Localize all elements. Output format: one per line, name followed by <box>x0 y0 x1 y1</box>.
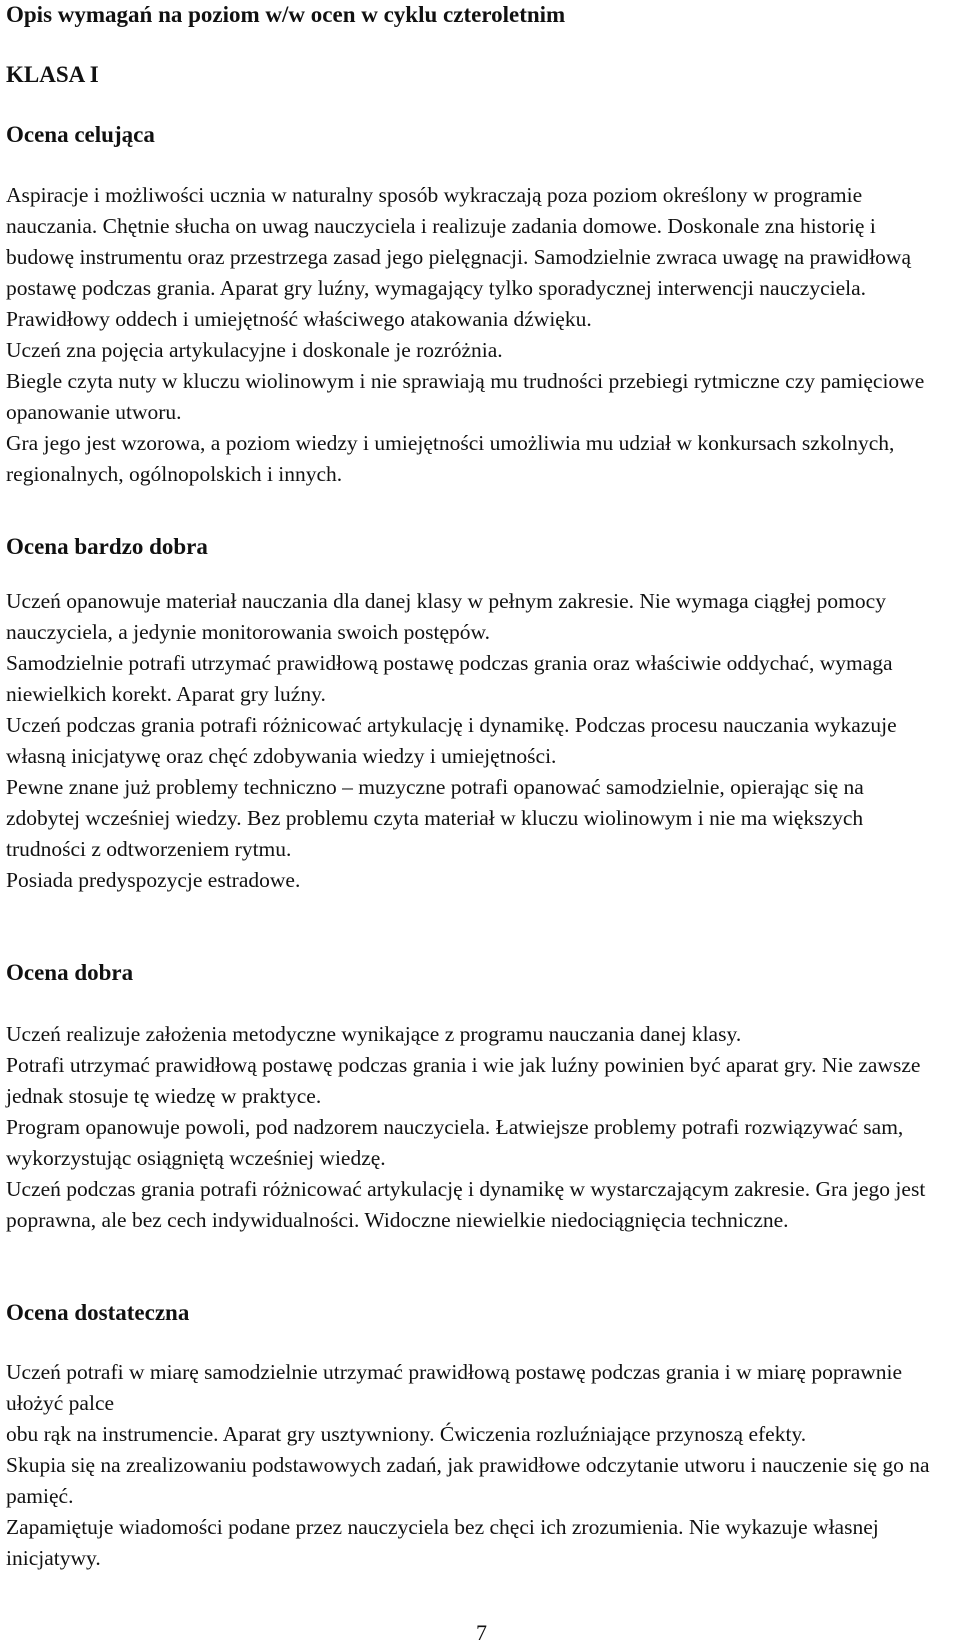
paragraph: Skupia się na zrealizowaniu podstawowych zadań, jak prawidłowe odczytanie utworu i nauczenie się go na pamięć. <box>6 1453 930 1508</box>
section-body-bardzo-dobra <box>6 586 941 896</box>
paragraph: obu rąk na instrumencie. Aparat gry usztywniony. Ćwiczenia rozluźniające przynoszą efekty. <box>6 1422 807 1446</box>
paragraph: Pewne znane już problemy techniczno – muzyczne potrafi opanować samodzielnie, opierając się na zdobytej wcześniej wiedzy. Bez problemu czyta materiał w kluczu wiolinowym i nie ma większych trudności z odtworzeniem rytmu. <box>6 775 864 861</box>
section-body-dobra <box>6 1019 941 1236</box>
paragraph: Potrafi utrzymać prawidłową postawę podczas grania i wie jak luźny powinien być aparat gry. Nie zawsze jednak stosuje tę wiedzę w praktyce. <box>6 1053 921 1108</box>
section-heading-dostateczna: Ocena dostateczna <box>6 1300 190 1325</box>
paragraph: Uczeń podczas grania potrafi różnicować artykulację i dynamikę. Podczas procesu nauczania wykazuje własną inicjatywę oraz chęć zdobywania wiedzy i umiejętności. <box>6 713 897 768</box>
paragraph: Posiada predyspozycje estradowe. <box>6 868 301 892</box>
paragraph: Biegle czyta nuty w kluczu wiolinowym i nie sprawiają mu trudności przebiegi rytmiczne czy pamięciowe opanowanie utworu. <box>6 369 925 424</box>
paragraph: Gra jego jest wzorowa, a poziom wiedzy i umiejętności umożliwia mu udział w konkursach szkolnych, regionalnych, ogólnopolskich i innych. <box>6 431 895 486</box>
paragraph: Uczeń potrafi w miarę samodzielnie utrzymać prawidłową postawę podczas grania i w miarę poprawnie ułożyć palce <box>6 1360 903 1415</box>
section-heading-bardzo-dobra: Ocena bardzo dobra <box>6 534 208 559</box>
paragraph: Uczeń podczas grania potrafi różnicować artykulację i dynamikę w wystarczającym zakresie. Gra jego jest poprawna, ale bez cech indywidualności. Widoczne niewielkie niedociągnięcia techniczne. <box>6 1177 926 1232</box>
paragraph: Samodzielnie potrafi utrzymać prawidłową postawę podczas grania oraz właściwie oddychać, wymaga niewielkich korekt. Aparat gry luźny. <box>6 651 893 706</box>
paragraph: Uczeń zna pojęcia artykulacyjne i doskonale je rozróżnia. <box>6 338 503 362</box>
paragraph: Uczeń opanowuje materiał nauczania dla danej klasy w pełnym zakresie. Nie wymaga ciągłej pomocy nauczyciela, a jedynie monitorowania swoich postępów. <box>6 589 886 644</box>
paragraph: Aspiracje i możliwości ucznia w naturalny sposób wykraczają poza poziom określony w programie nauczania. Chętnie słucha on uwag nauczyciela i realizuje zadania domowe. Doskonale zna historię i budowę instrumentu oraz przestrzega zasad jego pielęgnacji. Samodzielnie zwraca uwagę na prawidłową postawę podczas grania. Aparat gry luźny, wymagający tylko sporadycznej interwencji nauczyciela. Prawidłowy oddech i umiejętność właściwego atakowania dźwięku. <box>6 183 912 331</box>
section-body-dostateczna <box>6 1357 941 1574</box>
section-heading-celujaca: Ocena celująca <box>6 122 155 147</box>
page-number: 7 <box>476 1620 487 1645</box>
section-body-celujaca <box>6 180 941 490</box>
document-title: Opis wymagań na poziom w/w ocen w cyklu czteroletnim <box>6 2 566 27</box>
paragraph: Program opanowuje powoli, pod nadzorem nauczyciela. Łatwiejsze problemy potrafi rozwiązywać sam, wykorzystując osiągniętą wcześniej wiedzę. <box>6 1115 904 1170</box>
paragraph: Uczeń realizuje założenia metodyczne wynikające z programu nauczania danej klasy. <box>6 1022 742 1046</box>
section-heading-dobra: Ocena dobra <box>6 960 134 985</box>
paragraph: Zapamiętuje wiadomości podane przez nauczyciela bez chęci ich zrozumienia. Nie wykazuje własnej inicjatywy. <box>6 1515 879 1570</box>
class-label: KLASA I <box>6 62 99 87</box>
